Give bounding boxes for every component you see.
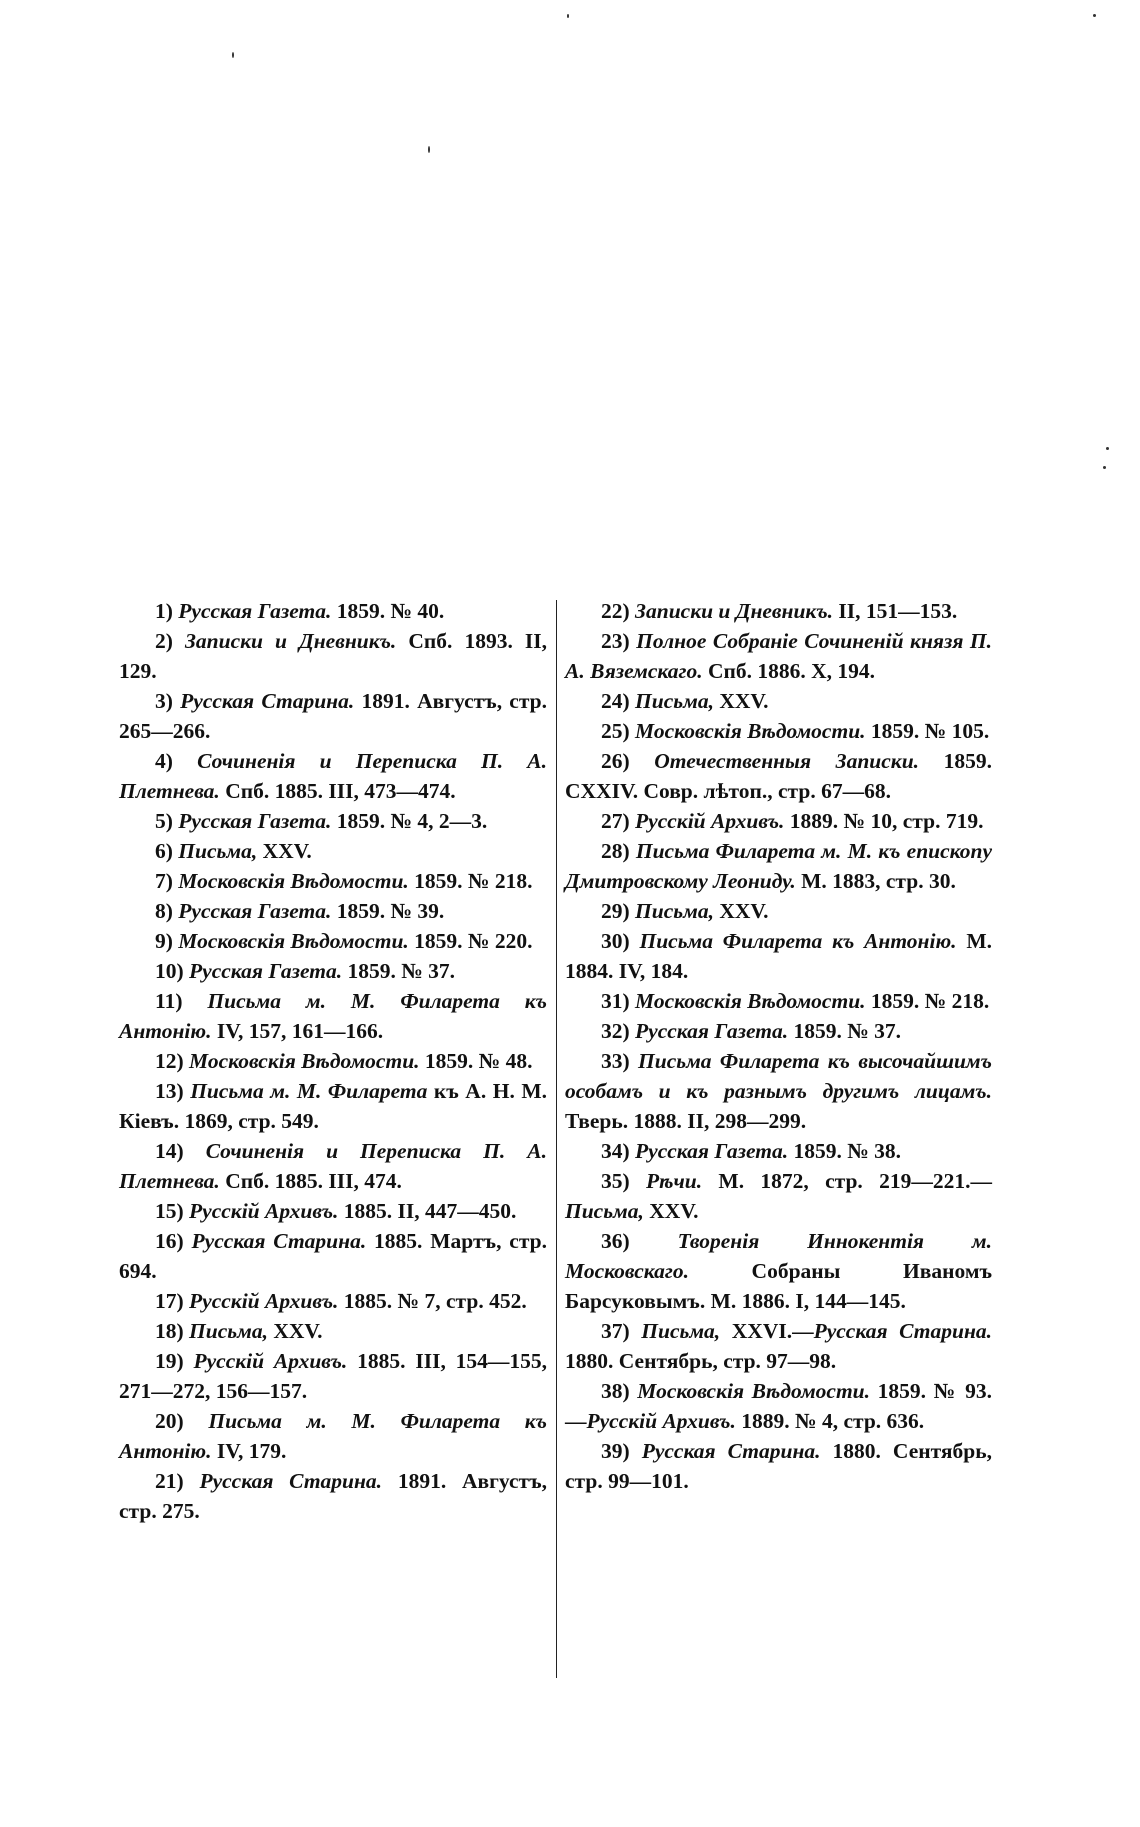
footnote-source-title: Сочиненія и Переписка П. А. Плетнева. bbox=[119, 1139, 547, 1193]
footnote-reference: 1859. № 105. bbox=[870, 719, 990, 743]
footnote bbox=[119, 836, 547, 866]
footnote bbox=[119, 686, 547, 746]
footnote-number: 3) bbox=[155, 689, 173, 713]
footnote-reference: М. 1884. IV, 184. bbox=[565, 929, 993, 983]
footnote-number: 23) bbox=[601, 629, 630, 653]
footnote-reference: 1859. № 48. bbox=[424, 1049, 533, 1073]
footnote-reference: М. 1883, стр. 30. bbox=[801, 869, 956, 893]
footnote-number: 38) bbox=[601, 1379, 630, 1403]
footnote-source-title: Русская Старина. bbox=[199, 1469, 383, 1493]
footnote-reference: 1859. CXXIV. Совр. лѣтоп., стр. 67—68. bbox=[565, 749, 992, 803]
footnote-reference: 1859. № 37. bbox=[793, 1019, 902, 1043]
footnote-number: 33) bbox=[601, 1049, 630, 1073]
footnote-reference: 1859. № 218. bbox=[870, 989, 990, 1013]
footnote-number: 20) bbox=[155, 1409, 184, 1433]
footnote-source-title: Рѣчи. bbox=[646, 1169, 703, 1193]
footnote-source-title: Московскія Вѣдомости. bbox=[178, 929, 409, 953]
footnote-number: 35) bbox=[601, 1169, 630, 1193]
footnote-source-title: Письма, bbox=[635, 899, 714, 923]
footnote-reference: II, 151—153. bbox=[838, 599, 958, 623]
footnote-number: 21) bbox=[155, 1469, 184, 1493]
footnote-number: 12) bbox=[155, 1049, 184, 1073]
scan-speck bbox=[232, 52, 234, 58]
footnote-reference: 1859. № 37. bbox=[347, 959, 456, 983]
footnote-reference: XXV. bbox=[262, 839, 312, 863]
footnote bbox=[119, 956, 547, 986]
footnote-number: 18) bbox=[155, 1319, 184, 1343]
footnote-reference: 1859. № 38. bbox=[793, 1139, 902, 1163]
footnote-reference: 1885. II, 447—450. bbox=[343, 1199, 517, 1223]
footnote-source-title: Русскій Архивъ. bbox=[193, 1349, 348, 1373]
footnote-source-title: Записки и Дневникъ. bbox=[184, 629, 397, 653]
footnote-source-title: Письма м. М. Филарета bbox=[190, 1079, 428, 1103]
footnote-number: 4) bbox=[155, 749, 173, 773]
footnote bbox=[565, 686, 992, 716]
footnote bbox=[565, 1166, 992, 1226]
scan-speck bbox=[1093, 14, 1096, 17]
footnote-source-title: Русская Газета. bbox=[635, 1019, 789, 1043]
footnote-number: 7) bbox=[155, 869, 173, 893]
footnote-source-title: Письма, bbox=[565, 1199, 644, 1223]
footnote-number: 15) bbox=[155, 1199, 184, 1223]
footnote-number: 8) bbox=[155, 899, 173, 923]
footnote-reference: 1859. № 93.— bbox=[565, 1379, 993, 1433]
footnote-reference: 1859. № 220. bbox=[414, 929, 533, 953]
footnote-number: 16) bbox=[155, 1229, 184, 1253]
footnote-number: 22) bbox=[601, 599, 630, 623]
footnote-reference: 1891. Августъ, стр. 275. bbox=[119, 1469, 547, 1523]
footnote bbox=[565, 806, 992, 836]
footnote-reference: XXV. bbox=[719, 689, 769, 713]
footnote bbox=[119, 1226, 547, 1286]
footnote bbox=[119, 1316, 547, 1346]
footnote-reference: къ А. Н. М. Кіевъ. 1869, стр. 549. bbox=[119, 1079, 548, 1133]
footnote-number: 32) bbox=[601, 1019, 630, 1043]
footnote bbox=[119, 1286, 547, 1316]
footnote-number: 28) bbox=[601, 839, 630, 863]
footnote-source-title: Русскій Архивъ. bbox=[189, 1289, 339, 1313]
footnote-number: 36) bbox=[601, 1229, 630, 1253]
footnote-source-title: Московскія Вѣдомости. bbox=[178, 869, 409, 893]
footnote-source-title: Отечественныя Записки. bbox=[654, 749, 920, 773]
footnote bbox=[119, 1406, 547, 1466]
footnote-number: 31) bbox=[601, 989, 630, 1013]
footnote bbox=[565, 746, 992, 806]
footnote-source-title: Московскія Вѣдомости. bbox=[637, 1379, 871, 1403]
footnote-number: 34) bbox=[601, 1139, 630, 1163]
footnote-number: 2) bbox=[155, 629, 173, 653]
footnote-reference: 1889. № 10, стр. 719. bbox=[789, 809, 984, 833]
footnote-source-title: Русская Газета. bbox=[178, 599, 332, 623]
footnote bbox=[565, 896, 992, 926]
footnote-reference: Спб. 1885. III, 473—474. bbox=[225, 779, 456, 803]
footnote-reference: Собраны Иваномъ Барсуковымъ. М. 1886. I, 144—145. bbox=[565, 1259, 993, 1313]
footnote-reference: Спб. 1893. II, 129. bbox=[119, 629, 548, 683]
footnote bbox=[119, 866, 547, 896]
footnote-number: 13) bbox=[155, 1079, 184, 1103]
footnote bbox=[119, 896, 547, 926]
footnote bbox=[565, 1016, 992, 1046]
footnote-reference: 1859. № 40. bbox=[336, 599, 445, 623]
footnote bbox=[119, 626, 547, 686]
footnote bbox=[565, 986, 992, 1016]
footnote-reference: 1891. Августъ, стр. 265—266. bbox=[119, 689, 548, 743]
footnote-reference: Тверь. 1888. II, 298—299. bbox=[565, 1109, 807, 1133]
footnote bbox=[565, 1226, 992, 1316]
footnote-source-title: Полное Собраніе Сочиненій князя П. А. Вяземскаго. bbox=[565, 629, 993, 683]
scan-speck bbox=[1106, 447, 1109, 450]
footnote-reference: 1889. № 4, стр. 636. bbox=[741, 1409, 925, 1433]
footnote bbox=[119, 926, 547, 956]
footnote-reference: XXV. bbox=[719, 899, 769, 923]
footnote-reference: 1859. № 4, 2—3. bbox=[336, 809, 488, 833]
footnote-number: 10) bbox=[155, 959, 184, 983]
footnote bbox=[565, 1376, 992, 1436]
footnote-source-title: Письма, bbox=[635, 689, 714, 713]
footnote-reference: XXV. bbox=[649, 1199, 699, 1223]
footnote-reference: 1885. III, 154—155, 271—272, 156—157. bbox=[119, 1349, 548, 1403]
footnote-reference: Спб. 1885. III, 474. bbox=[225, 1169, 402, 1193]
footnote-reference: 1859. № 39. bbox=[336, 899, 445, 923]
footnote-number: 37) bbox=[601, 1319, 630, 1343]
footnote-reference: Спб. 1886. X, 194. bbox=[707, 659, 876, 683]
footnote-reference: 1880. Сентябрь, стр. 99—101. bbox=[565, 1439, 993, 1493]
footnote-reference: 1885. № 7, стр. 452. bbox=[343, 1289, 527, 1313]
footnote-reference: 1859. № 218. bbox=[414, 869, 533, 893]
footnote bbox=[565, 1136, 992, 1166]
footnote-number: 11) bbox=[155, 989, 183, 1013]
footnote-source-title: Письма м. М. Филарета къ Антонію. bbox=[119, 1409, 547, 1463]
footnote-source-title: Московскія Вѣдомости. bbox=[635, 719, 866, 743]
footnotes-right-column bbox=[565, 596, 992, 1496]
footnote-number: 27) bbox=[601, 809, 630, 833]
footnote-source-title: Письма, bbox=[641, 1319, 721, 1343]
footnote-number: 30) bbox=[601, 929, 630, 953]
footnote bbox=[565, 716, 992, 746]
footnote bbox=[119, 986, 547, 1046]
footnote bbox=[565, 926, 992, 986]
footnote bbox=[119, 1346, 547, 1406]
footnotes-left-column bbox=[119, 596, 547, 1526]
footnote-source-title: Русская Старина. bbox=[180, 689, 355, 713]
footnote-source-title: Русская Газета. bbox=[189, 959, 343, 983]
footnote-source-title: Письма м. М. Филарета къ Антонію. bbox=[119, 989, 547, 1043]
footnote-source-title: Письма Филарета къ высочайшимъ особамъ и къ разнымъ другимъ лицамъ. bbox=[565, 1049, 992, 1103]
footnote-number: 1) bbox=[155, 599, 173, 623]
footnote bbox=[565, 1316, 992, 1376]
footnote bbox=[119, 596, 547, 626]
footnote-reference: 1880. Сентябрь, стр. 97—98. bbox=[565, 1349, 837, 1373]
footnote bbox=[119, 1076, 547, 1136]
footnote-reference: IV, 179. bbox=[216, 1439, 287, 1463]
footnote-number: 6) bbox=[155, 839, 173, 863]
footnote bbox=[119, 1466, 547, 1526]
column-divider bbox=[556, 600, 557, 1678]
footnote-source-title: Русская Газета. bbox=[635, 1139, 789, 1163]
footnote-source-title: Письма Филарета къ Антонію. bbox=[639, 929, 957, 953]
footnote-source-title: Московскія Вѣдомости. bbox=[635, 989, 866, 1013]
footnote-source-title: Русскій Архивъ. bbox=[189, 1199, 339, 1223]
footnote-source-title: Письма, bbox=[178, 839, 258, 863]
footnote bbox=[565, 626, 992, 686]
footnote-reference: XXV. bbox=[273, 1319, 323, 1343]
footnote bbox=[119, 1046, 547, 1076]
footnote bbox=[565, 1436, 992, 1496]
footnote-source-title: Русская Старина. bbox=[191, 1229, 367, 1253]
footnote-reference: М. 1872, стр. 219—221.— bbox=[718, 1169, 993, 1193]
footnote bbox=[565, 836, 992, 896]
footnote-source-title: Московскія Вѣдомости. bbox=[189, 1049, 420, 1073]
footnote bbox=[565, 596, 992, 626]
footnote-number: 17) bbox=[155, 1289, 184, 1313]
footnote-number: 25) bbox=[601, 719, 630, 743]
footnote-number: 19) bbox=[155, 1349, 184, 1373]
footnote-reference: 1885. Мартъ, стр. 694. bbox=[119, 1229, 547, 1283]
footnote-number: 29) bbox=[601, 899, 630, 923]
footnote bbox=[119, 1136, 547, 1196]
footnote-source-title: Русская Газета. bbox=[178, 899, 332, 923]
footnote-number: 5) bbox=[155, 809, 173, 833]
footnote bbox=[119, 746, 547, 806]
footnote-source-title: Русская Старина. bbox=[641, 1439, 821, 1463]
footnote-reference: XXVI.— bbox=[731, 1319, 814, 1343]
footnote-source-title: Письма, bbox=[189, 1319, 268, 1343]
footnote-number: 39) bbox=[601, 1439, 630, 1463]
scan-speck bbox=[1103, 466, 1106, 469]
footnote-number: 14) bbox=[155, 1139, 184, 1163]
footnote-number: 26) bbox=[601, 749, 630, 773]
footnote-source-title: Русская Старина. bbox=[813, 1319, 993, 1343]
footnote-source-title: Письма Филарета м. М. къ епископу Дмитровскому Леониду. bbox=[565, 839, 993, 893]
footnote-source-title: Русскій Архивъ. bbox=[635, 809, 785, 833]
footnote-source-title: Сочиненія и Переписка П. А. Плетнева. bbox=[119, 749, 547, 803]
footnote-number: 24) bbox=[601, 689, 630, 713]
footnote-source-title: Творенія Иннокентія м. Московскаго. bbox=[565, 1229, 992, 1283]
footnote-number: 9) bbox=[155, 929, 173, 953]
footnote-source-title: Русская Газета. bbox=[178, 809, 332, 833]
footnote bbox=[565, 1046, 992, 1136]
scan-speck bbox=[567, 14, 569, 18]
footnote bbox=[119, 806, 547, 836]
footnote bbox=[119, 1196, 547, 1226]
scan-speck bbox=[428, 146, 430, 153]
footnote-source-title: Русскій Архивъ. bbox=[586, 1409, 736, 1433]
footnote-source-title: Записки и Дневникъ. bbox=[635, 599, 834, 623]
footnote-reference: IV, 157, 161—166. bbox=[216, 1019, 384, 1043]
